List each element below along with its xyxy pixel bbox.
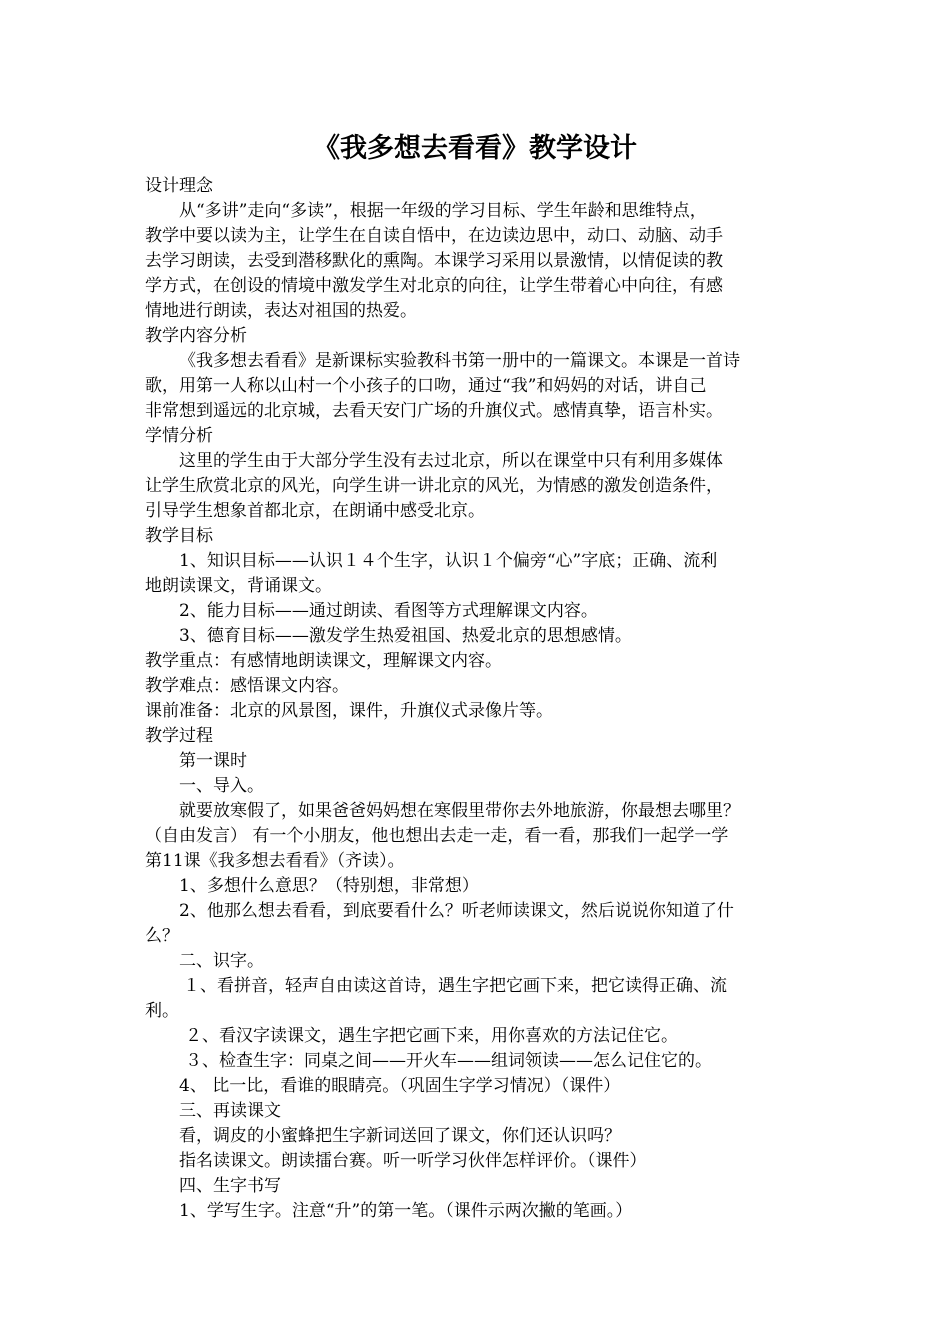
paragraph-line: 《我多想去看看》是新课标实验教科书第一册中的一篇课文。本课是一首诗 [179, 351, 740, 371]
lesson-heading: 第一课时 [179, 751, 247, 771]
paragraph-line: 歌，用第一人称以山村一个小孩子的口吻，通过“我”和妈妈的对话，讲自己 [145, 376, 707, 396]
paragraph-line: 教学中要以读为主，让学生在自读自悟中，在边读边思中，动口、动脑、动手 [145, 226, 723, 246]
goal-item: 2、能力目标——通过朗读、看图等方式理解课文内容。 [179, 601, 598, 621]
paragraph-line: 看，调皮的小蜜蜂把生字新词送回了课文，你们还认识吗？ [179, 1126, 621, 1146]
paragraph-line: 指名读课文。朗读擂台赛。听一听学习伙伴怎样评价。（课件） [179, 1151, 647, 1171]
section-heading-teaching-process: 教学过程 [145, 726, 213, 746]
list-item: 2、他那么想去看看，到底要看什么？听老师读课文，然后说说你知道了什 [179, 901, 734, 921]
section-heading-student-analysis: 学情分析 [145, 426, 213, 446]
paragraph-line: 引导学生想象首都北京，在朗诵中感受北京。 [145, 501, 485, 521]
step-heading: 一、导入。 [179, 776, 264, 796]
paragraph-line: 让学生欣赏北京的风光，向学生讲一讲北京的风光，为情感的激发创造条件， [145, 476, 723, 496]
list-item: 1、多想什么意思？（特别想，非常想） [179, 876, 479, 896]
step-heading: 二、识字。 [179, 951, 264, 971]
goal-item: 3、德育目标——激发学生热爱祖国、热爱北京的思想感情。 [179, 626, 632, 646]
paragraph-line: 这里的学生由于大部分学生没有去过北京，所以在课堂中只有利用多媒体 [179, 451, 723, 471]
goal-item: 1、知识目标——认识１４个生字，认识１个偏旁“心”字底；正确、流利 [179, 551, 718, 571]
step-heading: 四、生字书写 [179, 1176, 281, 1196]
list-item: ３、检查生字：同桌之间——开火车——组词领读——怎么记住它的。 [185, 1051, 712, 1071]
section-heading-teaching-goals: 教学目标 [145, 526, 213, 546]
paragraph-line: 利。 [145, 1001, 179, 1021]
preparation: 课前准备：北京的风景图，课件，升旗仪式录像片等。 [145, 701, 553, 721]
list-item: １、看拼音，轻声自由读这首诗，遇生字把它画下来，把它读得正确、流 [183, 976, 727, 996]
list-item: ２、看汉字读课文，遇生字把它画下来，用你喜欢的方法记住它。 [185, 1026, 678, 1046]
paragraph-line: 就要放寒假了，如果爸爸妈妈想在寒假里带你去外地旅游，你最想去哪里？ [179, 801, 740, 821]
paragraph-line: 情地进行朗读，表达对祖国的热爱。 [145, 301, 417, 321]
paragraph-line: 从“多讲”走向“多读”，根据一年级的学习目标、学生年龄和思维特点， [179, 201, 707, 221]
paragraph-line: 地朗读课文，背诵课文。 [145, 576, 332, 596]
list-item: 4、 比一比，看谁的眼睛亮。（巩固生字学习情况）（课件） [179, 1076, 621, 1096]
paragraph-line: 非常想到遥远的北京城，去看天安门广场的升旗仪式。感情真挚，语言朴实。 [145, 401, 723, 421]
paragraph-line: 第11课《我多想去看看》（齐读）。 [145, 851, 405, 871]
list-item: 1、学写生字。注意“升”的第一笔。（课件示两次撇的笔画。） [179, 1201, 633, 1221]
difficult-point: 教学难点：感悟课文内容。 [145, 676, 349, 696]
paragraph-line: （自由发言） 有一个小朋友，他也想出去走一走，看一看，那我们一起学一学 [145, 826, 729, 846]
paragraph-line: 么？ [145, 926, 179, 946]
key-point: 教学重点：有感情地朗读课文，理解课文内容。 [145, 651, 502, 671]
paragraph-line: 去学习朗读，去受到潜移默化的熏陶。本课学习采用以景激情，以情促读的教 [145, 251, 723, 271]
document-title: 《我多想去看看》教学设计 [313, 133, 637, 164]
document-body [145, 174, 813, 1224]
section-heading-content-analysis: 教学内容分析 [145, 326, 247, 346]
step-heading: 三、再读课文 [179, 1101, 281, 1121]
paragraph-line: 学方式，在创设的情境中激发学生对北京的向往，让学生带着心中向往，有感 [145, 276, 723, 296]
section-heading-design-concept: 设计理念 [145, 176, 213, 196]
